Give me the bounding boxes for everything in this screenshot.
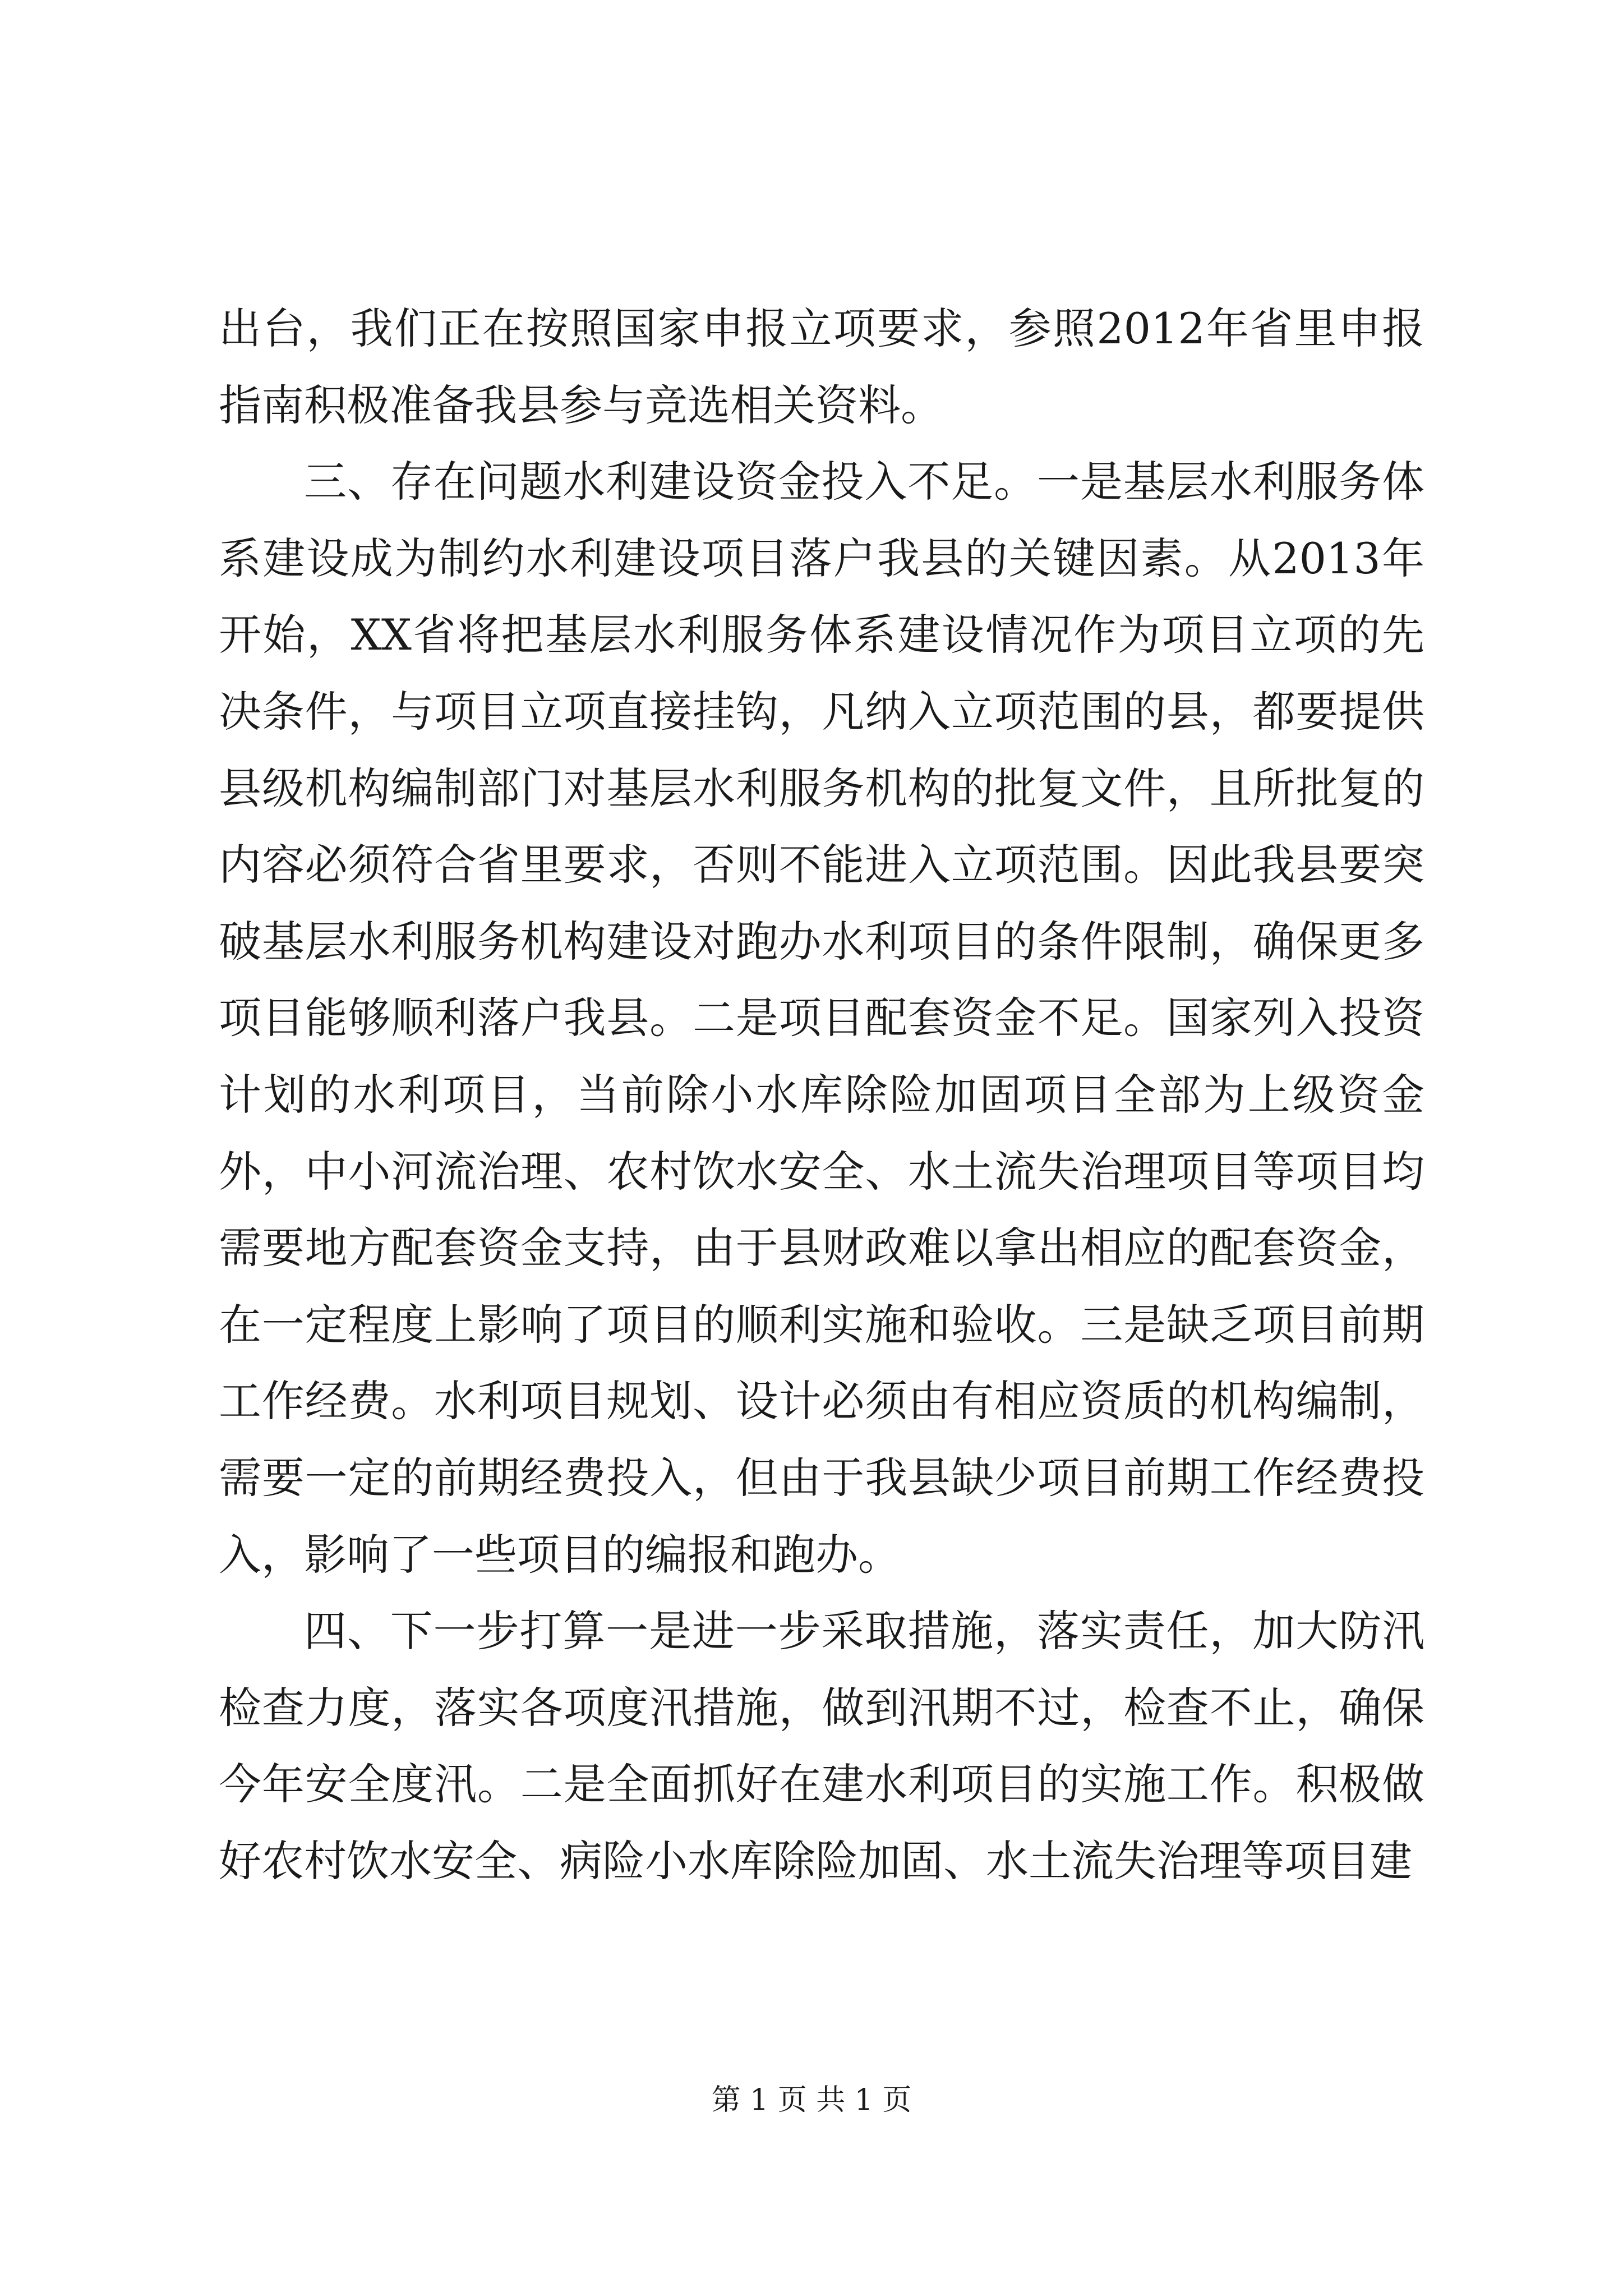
page-number-footer: 第 1 页 共 1 页 <box>711 2083 912 2117</box>
paragraph-section-four-next-steps: 四、下一步打算一是进一步采取措施，落实责任，加大防汛检查力度，落实各项度汛措施，做到汛期不过，检查不止，确保今年安全度汛。二是全面抓好在建水利项目的实施工作。积极做好农村饮水安全、病险小水库除险加固、水土流失治理等项目建 <box>219 1606 1424 1886</box>
paragraph-continuation: 出台，我们正在按照国家申报立项要求，参照2012年省里申报指南积极准备我县参与竞选相关资料。 <box>219 303 1424 430</box>
paragraph-section-three-problems: 三、存在问题水利建设资金投入不足。一是基层水利服务体系建设成为制约水利建设项目落户我县的关键因素。从2013年开始，XX省将把基层水利服务体系建设情况作为项目立项的先决条件，与项目立项直接挂钩，凡纳入立项范围的县，都要提供县级机构编制部门对基层水利服务机构的批复文件，且所批复的内容必须符合省里要求，否则不能进入立项范围。因此我县要突破基层水利服务机构建设对跑办水利项目的条件限制，确保更多项目能够顺利落户我县。二是项目配套资金不足。国家列入投资计划的水利项目，当前除小水库除险加固项目全部为上级资金外，中小河流治理、农村饮水安全、水土流失治理项目等项目均需要地方配套资金支持，由于县财政难以拿出相应的配套资金，在一定程度上影响了项目的顺利实施和验收。三是缺乏项目前期工作经费。水利项目规划、设计必须由有相应资质的机构编制，需要一定的前期经费投入，但由于我县缺少项目前期工作经费投入，影响了一些项目的编报和跑办。 <box>219 457 1424 1580</box>
document-body <box>219 291 1424 1899</box>
